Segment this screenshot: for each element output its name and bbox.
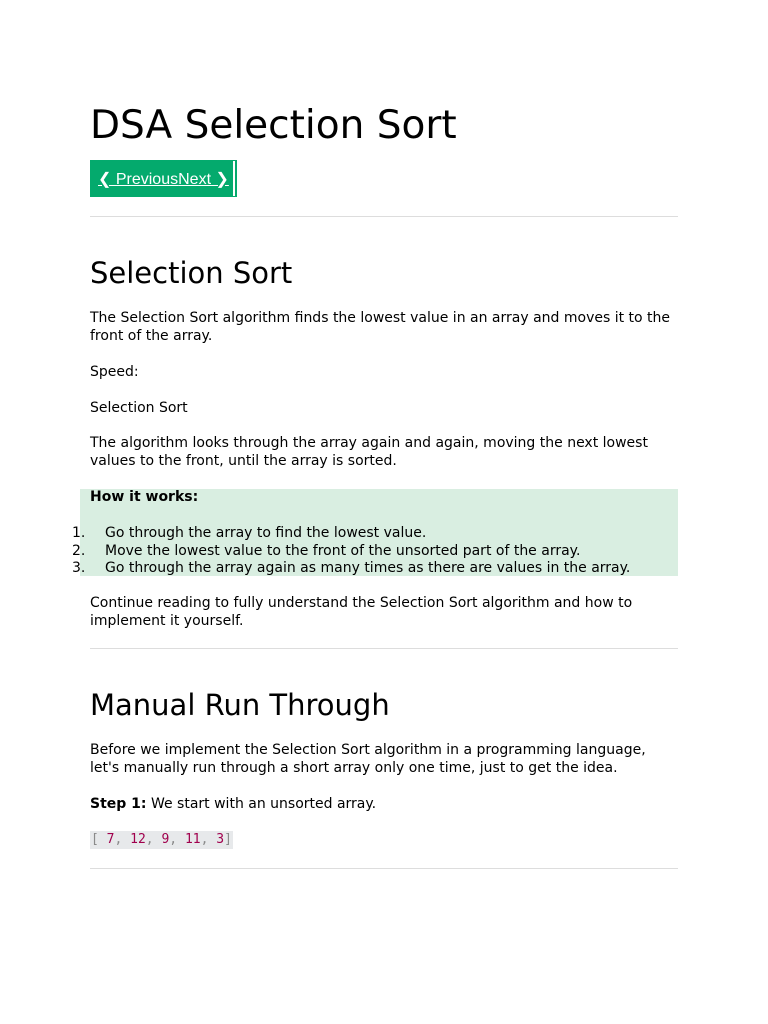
array-value: 9 xyxy=(161,832,170,847)
step-1-paragraph xyxy=(90,796,678,814)
step-1-text: We start with an unsorted array. xyxy=(146,796,377,812)
intro-paragraph: The Selection Sort algorithm finds the lowest value in an array and moves it to the front of the array. xyxy=(90,310,671,344)
list-item-text: Move the lowest value to the front of the unsorted part of the array. xyxy=(105,542,581,559)
array-separator: , xyxy=(169,832,185,847)
divider xyxy=(90,648,678,649)
array-separator: , xyxy=(145,832,162,847)
speed-label: Speed: xyxy=(90,364,139,380)
array-close-bracket: ] xyxy=(224,832,232,847)
previous-button[interactable]: ❮ Previous xyxy=(90,160,178,197)
next-button[interactable]: Next ❯ xyxy=(178,161,236,196)
how-it-works-box xyxy=(72,489,678,576)
array-separator: , xyxy=(200,832,217,847)
array-value: 3 xyxy=(216,832,225,847)
step-1-label: Step 1: xyxy=(90,796,147,812)
manual-intro-paragraph: Before we implement the Selection Sort algorithm in a programming language, let's manually run through a short array only one time, just to get the idea. xyxy=(90,742,646,776)
list-item xyxy=(72,542,630,561)
array-value: 11 xyxy=(184,832,201,847)
page-title: DSA Selection Sort xyxy=(90,103,457,148)
array-open-bracket: [ xyxy=(91,832,107,847)
list-item-text: Go through the array again as many times as there are values in the array. xyxy=(105,560,631,576)
list-item-number: 2. xyxy=(72,542,86,559)
array-value: 7 xyxy=(106,832,115,847)
list-item-number: 3. xyxy=(72,560,86,576)
list-item-number: 1. xyxy=(72,525,86,541)
list-item xyxy=(72,525,630,543)
section-heading-manual-run-through: Manual Run Through xyxy=(90,688,390,722)
description-paragraph: The algorithm looks through the array again and again, moving the next lowest values to the front, until the array is sorted. xyxy=(90,435,648,469)
list-item-text: Go through the array to find the lowest value. xyxy=(105,525,427,541)
section-heading-selection-sort: Selection Sort xyxy=(90,256,293,290)
how-it-works-list xyxy=(72,525,631,578)
how-it-works-title: How it works: xyxy=(90,489,199,505)
divider xyxy=(90,868,678,869)
divider xyxy=(90,216,678,217)
array-separator: , xyxy=(114,832,131,847)
pagination-nav xyxy=(90,160,237,197)
array-value: 12 xyxy=(130,832,146,847)
next-button-wrapper xyxy=(178,160,237,197)
array-display xyxy=(90,831,233,849)
continue-paragraph: Continue reading to fully understand the Selection Sort algorithm and how to implement it yourself. xyxy=(90,595,633,629)
animation-label: Selection Sort xyxy=(90,400,188,416)
list-item xyxy=(72,560,631,578)
